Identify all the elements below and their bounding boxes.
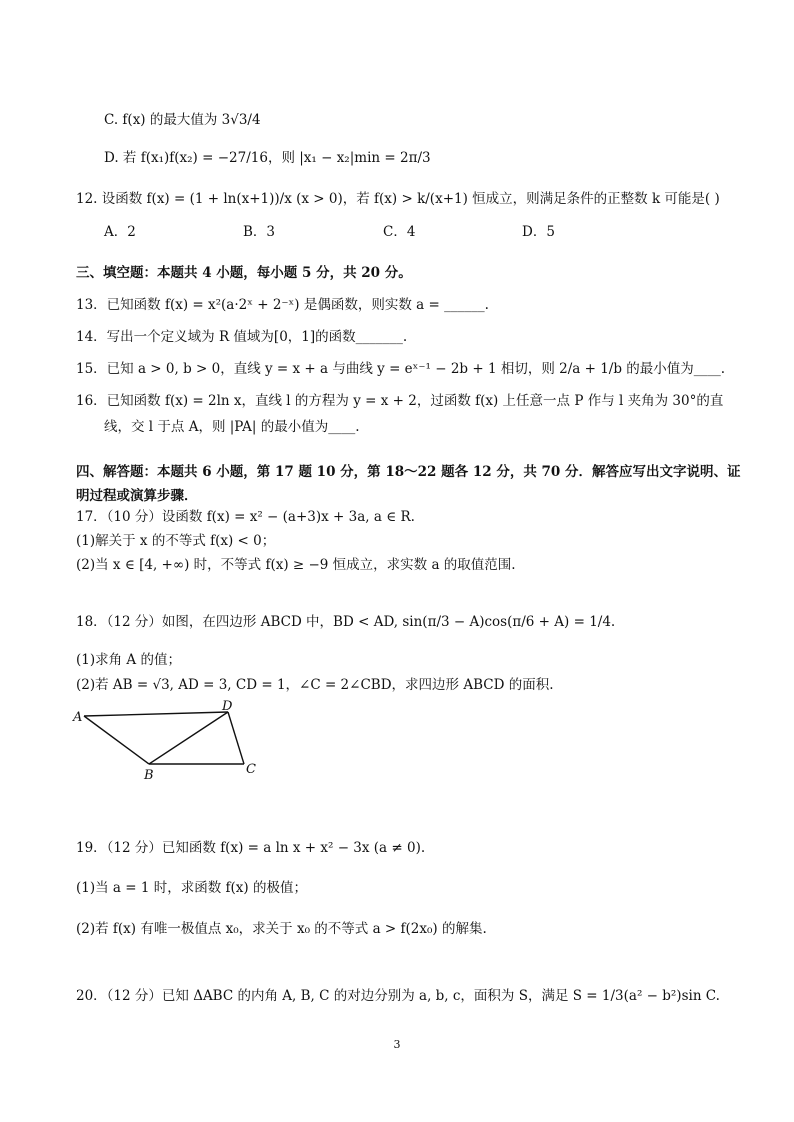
question-18: 18．（12 分）如图，在四边形 ABCD 中，BD < AD, sin(π/3 − A)cos(π/6 + A) = 1/4.: [76, 614, 616, 630]
question-19: 19．（12 分）已知函数 f(x) = a ln x + x² − 3x (a ≠ 0).: [76, 840, 426, 856]
option-c: C. f(x) 的最大值为 3√3/4: [104, 112, 261, 128]
question-17-part1: (1)解关于 x 的不等式 f(x) < 0；: [76, 533, 276, 549]
question-14: 14．写出一个定义域为 R 值域为[0，1]的函数_______.: [76, 329, 408, 345]
question-16-line1: 16．已知函数 f(x) = 2ln x，直线 l 的方程为 y = x + 2，过函数 f(x) 上任意一点 P 作与 l 夹角为 30°的直: [76, 393, 724, 409]
question-17: 17．（10 分）设函数 f(x) = x² − (a+3)x + 3a, a ∈ R.: [76, 509, 415, 525]
question-18-part2: (2)若 AB = √3, AD = 3, CD = 1，∠C = 2∠CBD，求四边形 ABCD 的面积.: [76, 677, 554, 693]
edge-cd: [228, 712, 244, 764]
question-17-part2: (2)当 x ∈ [4, +∞) 时，不等式 f(x) ≥ −9 恒成立，求实数 a 的取值范围.: [76, 557, 516, 573]
quadrilateral-figure: [70, 700, 270, 780]
question-15: 15．已知 a > 0, b > 0，直线 y = x + a 与曲线 y = eˣ⁻¹ − 2b + 1 相切，则 2/a + 1/b 的最小值为____.: [76, 361, 726, 377]
label-b: B: [144, 768, 154, 780]
question-16-line2: 线，交 l 于点 A，则 |PA| 的最小值为____.: [104, 419, 360, 435]
question-19-part1: (1)当 a = 1 时，求函数 f(x) 的极值；: [76, 880, 307, 896]
question-18-part1: (1)求角 A 的值；: [76, 652, 181, 668]
q12-option-a: A．2: [104, 224, 136, 240]
q12-option-d: D．5: [522, 224, 555, 240]
section-4-heading-line2: 明过程或演算步骤．: [76, 488, 198, 504]
edge-ab: [84, 716, 149, 764]
label-c: C: [246, 762, 256, 777]
option-d: D. 若 f(x₁)f(x₂) = −27/16，则 |x₁ − x₂|min = 2π/3: [104, 150, 431, 166]
page-number: 3: [393, 1038, 401, 1051]
question-13: 13．已知函数 f(x) = x²(a·2ˣ + 2⁻ˣ) 是偶函数，则实数 a = ______.: [76, 297, 489, 313]
question-19-part2: (2)若 f(x) 有唯一极值点 x₀，求关于 x₀ 的不等式 a > f(2x₀) 的解集.: [76, 921, 487, 937]
edge-bd: [149, 712, 228, 764]
section-3-heading: 三、填空题：本题共 4 小题，每小题 5 分，共 20 分。: [76, 265, 412, 281]
question-20: 20．（12 分）已知 ΔABC 的内角 A, B, C 的对边分别为 a, b, c，面积为 S，满足 S = 1/3(a² − b²)sin C.: [76, 988, 720, 1004]
edge-ad: [84, 712, 228, 716]
q12-option-b: B．3: [243, 224, 276, 240]
label-a: A: [73, 710, 83, 725]
q12-option-c: C．4: [383, 224, 416, 240]
label-d: D: [222, 700, 233, 714]
section-4-heading-line1: 四、解答题：本题共 6 小题，第 17 题 10 分，第 18～22 题各 12 分，共 70 分．解答应写出文字说明、证: [76, 464, 741, 480]
question-12: 12. 设函数 f(x) = (1 + ln(x+1))/x (x > 0)，若 f(x) > k/(x+1) 恒成立，则满足条件的正整数 k 可能是( ): [76, 191, 720, 207]
